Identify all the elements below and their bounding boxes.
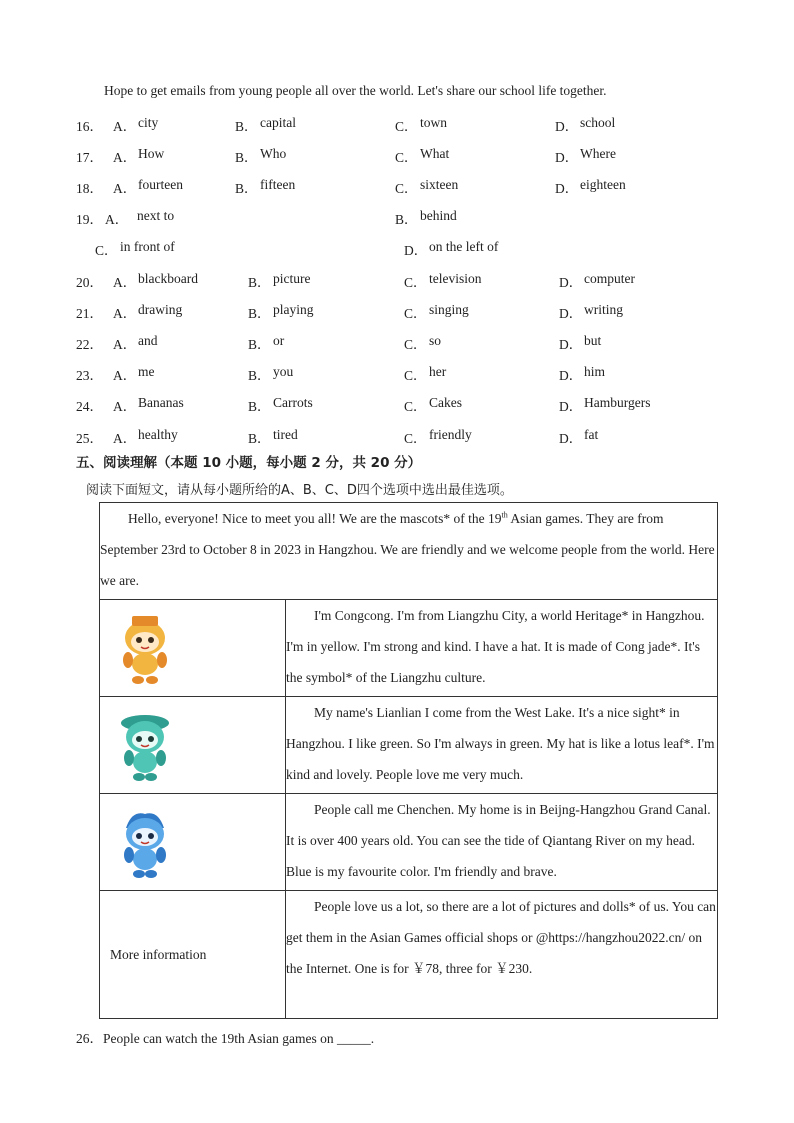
question-number: 23． xyxy=(76,368,103,383)
option-letter: D． xyxy=(559,337,583,352)
option-text: eighteen xyxy=(580,177,626,192)
option-letter: C． xyxy=(95,243,118,258)
option-letter: A． xyxy=(113,119,137,134)
more-info-text: People love us a lot, so there are a lot of pictures and dolls* of us. You can get them in the Asian Games official shops or @https://hangzhou2022.cn/ on the Internet. One is for ￥78, three for ￥230. xyxy=(286,891,718,1019)
option-text: city xyxy=(138,115,159,130)
option-letter: D． xyxy=(559,368,583,383)
question-row xyxy=(0,333,794,353)
option-letter: B． xyxy=(235,119,258,134)
option-text: writing xyxy=(584,302,623,317)
option-letter: C． xyxy=(395,150,418,165)
option-letter: A． xyxy=(113,399,137,414)
option-letter: D． xyxy=(404,243,428,258)
option-text: Cakes xyxy=(429,395,462,410)
option-letter: D． xyxy=(559,399,583,414)
mascot-image-cell xyxy=(100,697,286,794)
option-letter: B． xyxy=(395,212,418,227)
option-letter: C． xyxy=(404,275,427,290)
option-letter: C． xyxy=(395,181,418,196)
option-letter: A． xyxy=(113,337,137,352)
option-letter: D． xyxy=(555,150,579,165)
option-text: Hamburgers xyxy=(584,395,651,410)
option-text: or xyxy=(273,333,285,348)
passage-intro xyxy=(100,503,718,600)
option-letter: D． xyxy=(555,181,579,196)
option-letter: C． xyxy=(404,306,427,321)
option-text: school xyxy=(580,115,616,130)
option-text: Where xyxy=(580,146,616,161)
option-text: What xyxy=(420,146,450,161)
more-info-label: More information xyxy=(100,891,286,1019)
option-text: but xyxy=(584,333,602,348)
section-heading: 五、阅读理解（本题 10 小题，每小题 2 分，共 20 分） xyxy=(76,455,422,471)
option-letter: A． xyxy=(113,150,137,165)
option-letter: B． xyxy=(248,399,271,414)
question-number: 24． xyxy=(76,399,103,414)
question-row xyxy=(0,364,794,384)
option-letter: D． xyxy=(555,119,579,134)
option-text: on the left of xyxy=(429,239,499,254)
option-letter: C． xyxy=(395,119,418,134)
question-row xyxy=(0,146,794,166)
option-text: fifteen xyxy=(260,177,296,192)
option-text: next to xyxy=(137,208,175,223)
question-row xyxy=(0,208,794,258)
option-letter: B． xyxy=(235,150,258,165)
section-instruction: 阅读下面短文，请从每小题所给的A、B、C、D四个选项中选出最佳选项。 xyxy=(86,483,513,498)
intro-line: Hope to get emails from young people all over the world. Let's share our school life together. xyxy=(104,83,607,98)
option-text: him xyxy=(584,364,606,379)
option-letter: C． xyxy=(404,368,427,383)
passage-table xyxy=(99,502,718,1019)
option-text: capital xyxy=(260,115,296,130)
option-text: fourteen xyxy=(138,177,183,192)
mascot-image-cell xyxy=(100,600,286,697)
question-number: 17． xyxy=(76,150,103,165)
option-text: you xyxy=(273,364,294,379)
passage-intro-part1: Hello, everyone! Nice to meet you all! We are the mascots* of the 19 xyxy=(128,511,502,526)
question-number: 16． xyxy=(76,119,103,134)
option-text: fat xyxy=(584,427,599,442)
option-text: healthy xyxy=(138,427,178,442)
option-text: singing xyxy=(429,302,469,317)
question-row xyxy=(0,395,794,415)
option-letter: B． xyxy=(248,368,271,383)
question-number: 19． xyxy=(76,212,103,227)
chenchen-mascot-icon xyxy=(112,808,178,880)
option-text: playing xyxy=(273,302,314,317)
option-letter: D． xyxy=(559,306,583,321)
lianlian-mascot-icon xyxy=(112,711,178,783)
option-letter: C． xyxy=(404,337,427,352)
option-text: drawing xyxy=(138,302,183,317)
option-text: tired xyxy=(273,427,298,442)
congcong-mascot-icon xyxy=(112,614,178,686)
option-letter: C． xyxy=(404,399,427,414)
option-text: Who xyxy=(260,146,287,161)
question-row xyxy=(0,115,794,135)
option-letter: D． xyxy=(559,275,583,290)
option-letter: A． xyxy=(113,181,137,196)
option-text: Bananas xyxy=(138,395,184,410)
question-row xyxy=(0,271,794,291)
mascot-description: People call me Chenchen. My home is in Beijng-Hangzhou Grand Canal. It is over 400 years old. You can see the tide of Qiantang River on my head. Blue is my favourite color. I'm friendly and brave. xyxy=(286,794,718,891)
option-letter: D． xyxy=(559,431,583,446)
option-letter: A． xyxy=(113,306,137,321)
option-text: town xyxy=(420,115,447,130)
question-number: 22． xyxy=(76,337,103,352)
option-letter: A． xyxy=(113,368,137,383)
option-text: Carrots xyxy=(273,395,313,410)
option-text: blackboard xyxy=(138,271,198,286)
option-text: How xyxy=(138,146,165,161)
passage-intro-part2: Asian games. They are from September 23rd to October 8 in 2023 in Hangzhou. We are friendly and we welcome people from the world. Here we are. xyxy=(100,511,715,588)
option-text: and xyxy=(138,333,158,348)
question-26: 26．People can watch the 19th Asian games on _____. xyxy=(76,1031,375,1046)
option-letter: B． xyxy=(248,275,271,290)
option-text: picture xyxy=(273,271,311,286)
option-letter: B． xyxy=(248,337,271,352)
option-text: computer xyxy=(584,271,635,286)
question-row xyxy=(0,177,794,197)
option-text: sixteen xyxy=(420,177,459,192)
question-row xyxy=(0,302,794,322)
option-text: so xyxy=(429,333,442,348)
option-text: her xyxy=(429,364,447,379)
question-number: 21． xyxy=(76,306,103,321)
option-letter: A． xyxy=(113,275,137,290)
option-text: in front of xyxy=(120,239,175,254)
mascot-description: My name's Lianlian I come from the West Lake. It's a nice sight* in Hangzhou. I like green. So I'm always in green. My hat is like a lotus leaf*. I'm kind and lovely. People love me very much. xyxy=(286,697,718,794)
option-text: television xyxy=(429,271,482,286)
question-number: 20． xyxy=(76,275,103,290)
option-letter: B． xyxy=(248,306,271,321)
question-row xyxy=(0,427,794,447)
passage-intro-sup: th xyxy=(501,510,508,520)
question-number: 25． xyxy=(76,431,103,446)
option-text: me xyxy=(138,364,155,379)
option-letter: A． xyxy=(113,431,137,446)
option-letter: B． xyxy=(235,181,258,196)
option-letter: A． xyxy=(105,212,129,227)
question-number: 18． xyxy=(76,181,103,196)
option-text: friendly xyxy=(429,427,472,442)
option-text: behind xyxy=(420,208,457,223)
mascot-description: I'm Congcong. I'm from Liangzhu City, a world Heritage* in Hangzhou. I'm in yellow. I'm strong and kind. I have a hat. It is made of Cong jade*. It's the symbol* of the Liangzhu culture. xyxy=(286,600,718,697)
option-letter: C． xyxy=(404,431,427,446)
mascot-image-cell xyxy=(100,794,286,891)
option-letter: B． xyxy=(248,431,271,446)
